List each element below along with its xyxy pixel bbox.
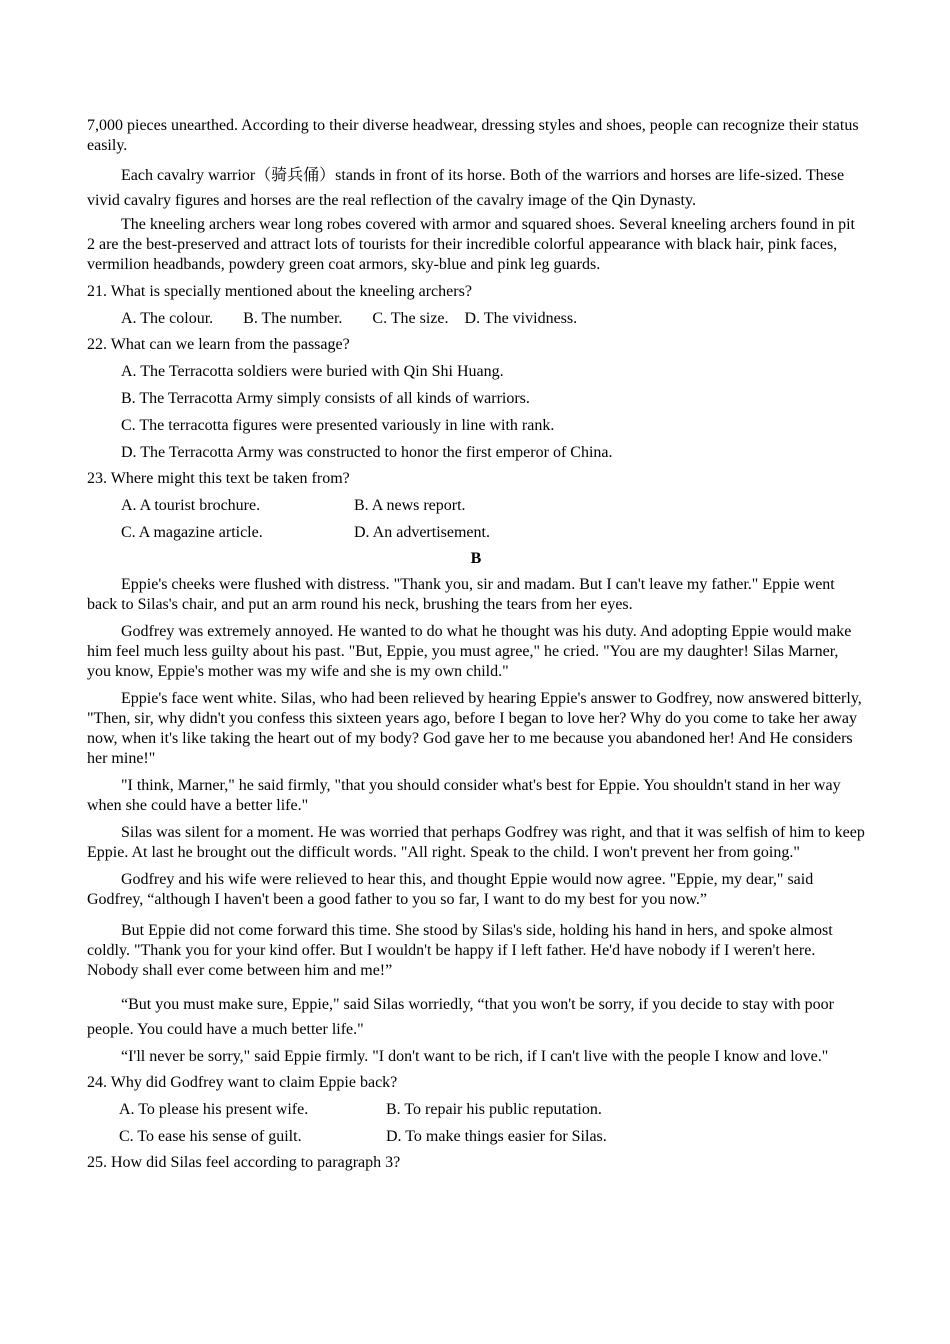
question-22-option-d[interactable]: D. The Terracotta Army was constructed to honor the first emperor of China. xyxy=(121,444,613,461)
question-24-option-d[interactable]: D. To make things easier for Silas. xyxy=(386,1128,607,1145)
question-23-options-row-2 xyxy=(121,522,865,543)
passage-b-paragraph-5: Silas was silent for a moment. He was worried that perhaps Godfrey was right, and that it was selfish of him to keep Eppie. At last he brought out the difficult words. "All right. Speak to the child. I won't prevent her from going." xyxy=(87,824,865,861)
passage-a-paragraph-2: The kneeling archers wear long robes covered with armor and squared shoes. Several kneeling archers found in pit 2 are the best-preserved and attract lots of tourists for their incredible colorful appearance with black hair, pink faces, vermilion headbands, powdery green coat armors, sky-blue and pink leg guards. xyxy=(87,216,855,273)
question-22-option-b[interactable]: B. The Terracotta Army simply consists of all kinds of warriors. xyxy=(121,390,530,407)
question-24-options-row-1 xyxy=(119,1099,865,1120)
passage-b-paragraph-8: “But you must make sure, Eppie," said Silas worriedly, “that you won't be sorry, if you decide to stay with poor people. You could have a much better life." xyxy=(87,996,834,1038)
passage-a-paragraph-0: 7,000 pieces unearthed. According to their diverse headwear, dressing styles and shoes, people can recognize their status easily. xyxy=(87,117,859,154)
question-24-options-row-2 xyxy=(119,1126,865,1147)
question-23-option-c[interactable]: C. A magazine article. xyxy=(121,524,263,541)
question-23-option-a[interactable]: A. A tourist brochure. xyxy=(121,497,261,514)
passage-b-paragraph-9: “I'll never be sorry," said Eppie firmly. "I don't want to be rich, if I can't live with the people I know and love." xyxy=(121,1048,829,1065)
question-23-stem: 23. Where might this text be taken from? xyxy=(87,470,350,487)
passage-b-paragraph-4: "I think, Marner," he said firmly, "that you should consider what's best for Eppie. You shouldn't stand in her way when she could have a better life." xyxy=(87,777,841,814)
question-22-option-a[interactable]: A. The Terracotta soldiers were buried with Qin Shi Huang. xyxy=(121,363,504,380)
passage-b-paragraph-1: Eppie's cheeks were flushed with distress. "Thank you, sir and madam. But I can't leave my father." Eppie went back to Silas's chair, and put an arm round his neck, brushing the tears from her eyes. xyxy=(87,576,835,613)
question-21-option-d[interactable]: D. The vividness. xyxy=(464,310,578,327)
question-21-option-a[interactable]: A. The colour. xyxy=(121,310,214,327)
question-23-options-row-1 xyxy=(121,495,865,516)
question-24-stem: 24. Why did Godfrey want to claim Eppie back? xyxy=(87,1074,398,1091)
question-24-option-a[interactable]: A. To please his present wife. xyxy=(119,1101,309,1118)
passage-b-paragraph-3: Eppie's face went white. Silas, who had been relieved by hearing Eppie's answer to Godfrey, now answered bitterly, "Then, sir, why didn't you confess this sixteen years ago, before I began to love her? Why do you come to take her away now, when it's like taking the heart out of my body? God gave her to me because you abandoned her! And He considers her mine!" xyxy=(87,690,862,767)
passage-b-paragraph-7: But Eppie did not come forward this time. She stood by Silas's side, holding his hand in hers, and spoke almost coldly. "Thank you for your kind offer. But I wouldn't be happy if I left father. He'd have nobody if I weren't here. Nobody shall ever come between him and me!” xyxy=(87,922,833,979)
question-24-option-c[interactable]: C. To ease his sense of guilt. xyxy=(119,1128,302,1145)
question-22-stem: 22. What can we learn from the passage? xyxy=(87,336,350,353)
passage-a-paragraph-1: Each cavalry warrior（骑兵俑）stands in front of its horse. Both of the warriors and horses are life-sized. These vivid cavalry figures and horses are the real reflection of the cavalry image of the Qin Dynasty. xyxy=(87,167,845,209)
passage-b-paragraph-2: Godfrey was extremely annoyed. He wanted to do what he thought was his duty. And adopting Eppie would make him feel much less guilty about his past. "But, Eppie, you must agree," he cried. "You are my daughter! Silas Marner, you know, Eppie's mother was my wife and she is my own child." xyxy=(87,623,852,680)
question-22-option-c[interactable]: C. The terracotta figures were presented variously in line with rank. xyxy=(121,417,555,434)
question-21-option-c[interactable]: C. The size. xyxy=(372,310,449,327)
question-23-option-d[interactable]: D. An advertisement. xyxy=(354,524,490,541)
question-23-option-b[interactable]: B. A news report. xyxy=(354,497,466,514)
question-21-option-b[interactable]: B. The number. xyxy=(243,310,343,327)
question-21-stem: 21. What is specially mentioned about the kneeling archers? xyxy=(87,283,472,300)
section-b-title: B xyxy=(470,550,482,567)
question-24-option-b[interactable]: B. To repair his public reputation. xyxy=(386,1101,602,1118)
question-25-stem: 25. How did Silas feel according to paragraph 3? xyxy=(87,1154,401,1171)
question-21-options xyxy=(121,308,865,329)
exam-page xyxy=(87,116,865,1179)
passage-b-paragraph-6: Godfrey and his wife were relieved to hear this, and thought Eppie would now agree. "Eppie, my dear," said Godfrey, “although I haven't been a good father to you so far, I want to do my best for you now.” xyxy=(87,871,814,908)
